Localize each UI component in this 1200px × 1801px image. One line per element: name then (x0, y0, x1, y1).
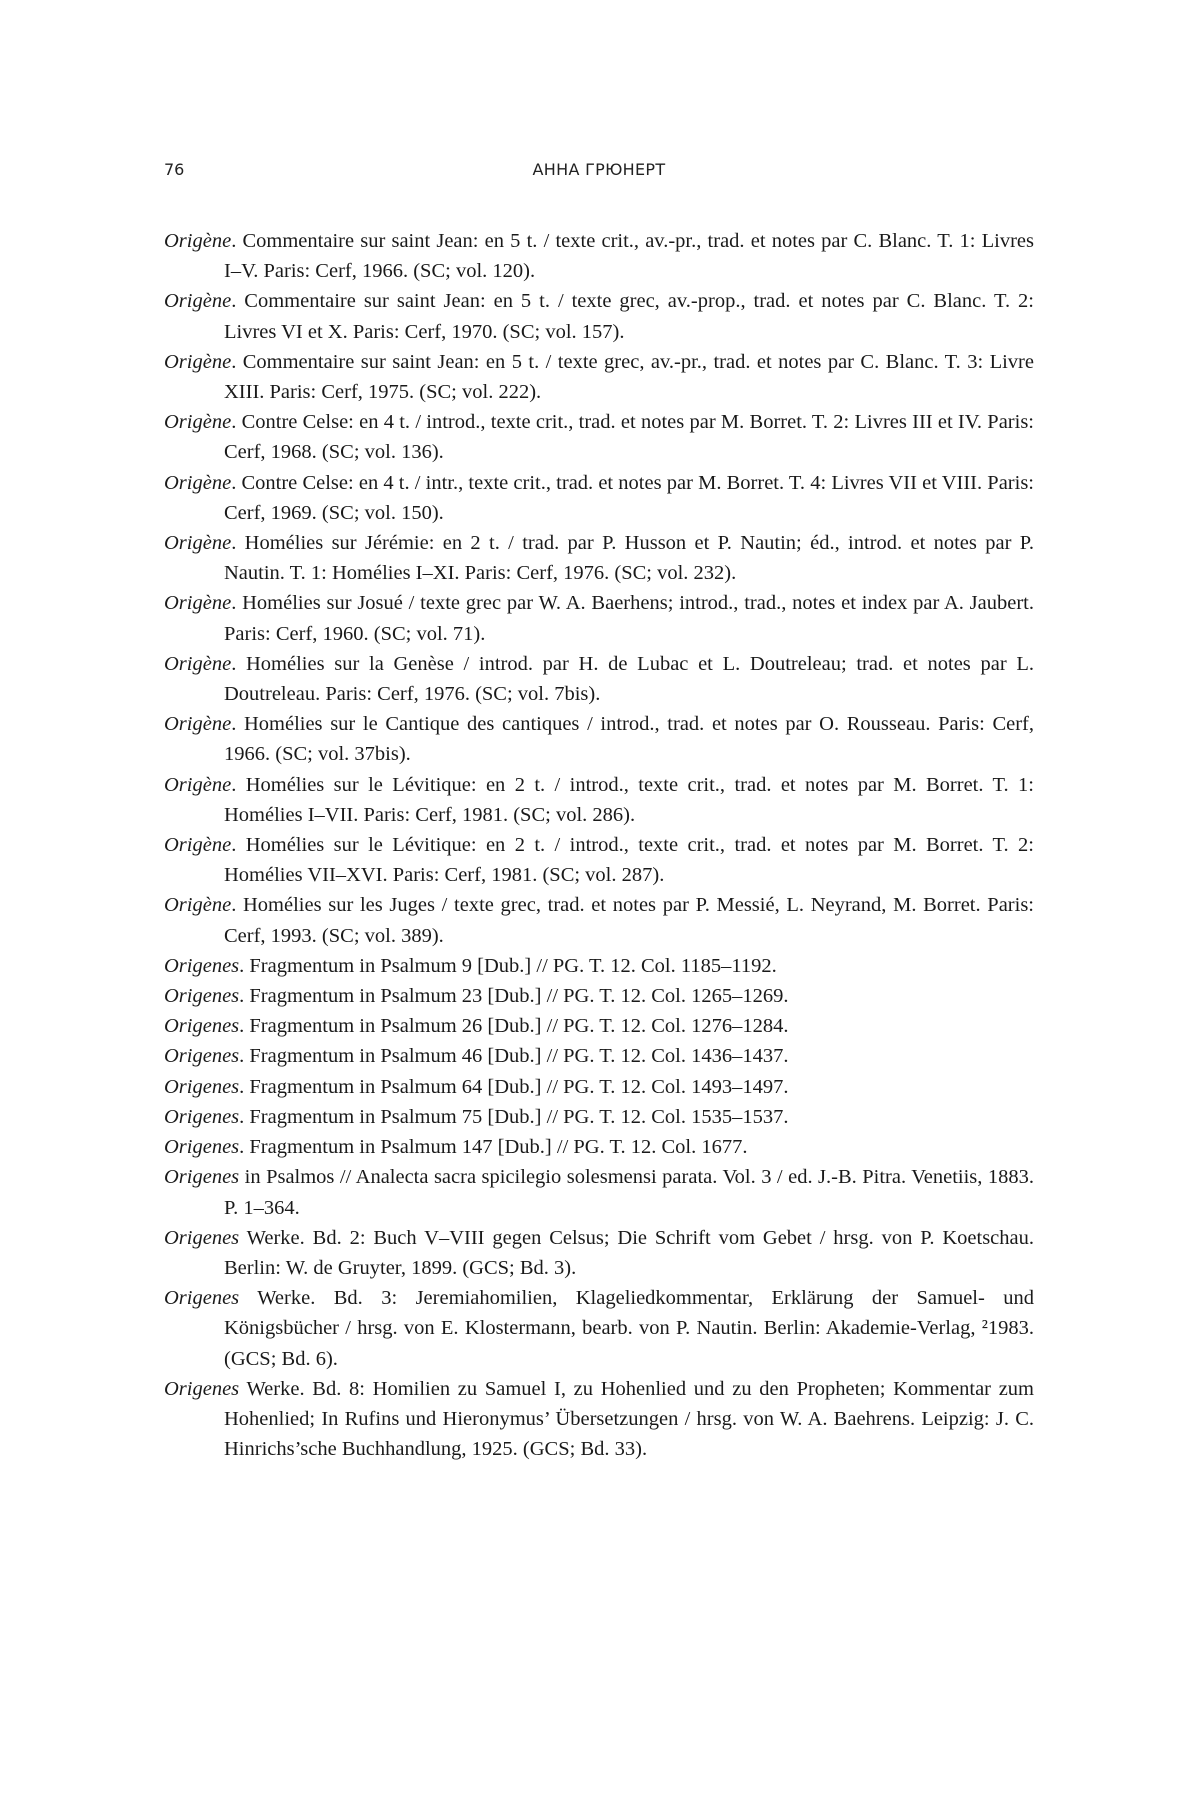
entry-text: . Homélies sur le Cantique des cantiques / introd., trad. et notes par O. Rousseau. Paris: Cerf, 1966. (SC; vol. 37bis). (224, 713, 1034, 766)
bibliography-entry (164, 770, 1034, 830)
entry-text: . Homélies sur Jérémie: en 2 t. / trad. par P. Husson et P. Nautin; éd., introd. et notes par P. Nautin. T. 1: Homélies I–XI. Paris: Cerf, 1976. (SC; vol. 232). (224, 532, 1034, 585)
bibliography-entry (164, 951, 1034, 981)
bibliography-entry (164, 1102, 1034, 1132)
entry-text: . Homélies sur les Juges / texte grec, trad. et notes par P. Messié, L. Neyrand, M. Borret. Paris: Cerf, 1993. (SC; vol. 389). (224, 894, 1034, 947)
entry-text: Werke. Bd. 3: Jeremiahomilien, Klageliedkommentar, Erklärung der Samuel- und Königsbücher / hrsg. von E. Klostermann, bearb. von P. Nautin. Berlin: Akademie-Verlag, ²1983. (GCS; Bd. 6). (224, 1287, 1034, 1370)
entry-text: . Fragmentum in Psalmum 9 [Dub.] // PG. T. 12. Col. 1185–1192. (239, 954, 777, 977)
entry-author: Origenes (164, 1377, 240, 1400)
bibliography-entry (164, 1041, 1034, 1071)
bibliography-entry (164, 1223, 1034, 1283)
bibliography-entry (164, 890, 1034, 950)
entry-text: . Commentaire sur saint Jean: en 5 t. / texte grec, av.-prop., trad. et notes par C. Blanc. T. 2: Livres VI et X. Paris: Cerf, 1970. (SC; vol. 157). (224, 290, 1034, 343)
entry-text: . Contre Celse: en 4 t. / introd., texte crit., trad. et notes par M. Borret. T. 2: Livres III et IV. Paris: Cerf, 1968. (SC; vol. 136). (224, 411, 1034, 464)
bibliography-entry (164, 1162, 1034, 1222)
bibliography-entry (164, 1374, 1034, 1465)
bibliography-entry (164, 1072, 1034, 1102)
bibliography-entry (164, 830, 1034, 890)
bibliography-entry (164, 468, 1034, 528)
entry-text: . Homélies sur la Genèse / introd. par H. de Lubac et L. Doutreleau; trad. et notes par L. Doutreleau. Paris: Cerf, 1976. (SC; vol. 7bis). (224, 652, 1034, 706)
entry-author: Origenes (164, 1287, 240, 1310)
bibliography-entry (164, 649, 1034, 709)
bibliography-list (164, 226, 1034, 1464)
running-head: АННА ГРЮНЕРТ (532, 160, 666, 179)
entry-author: Origène (164, 834, 232, 857)
entry-text: Werke. Bd. 8: Homilien zu Samuel I, zu Hohenlied und zu den Propheten; Kommentar zum Hohenlied; In Rufins und Hieronymus’ Übersetzungen / hrsg. von W. A. Baehrens. Leipzig: J. C. Hinrichs’sche Buchhandlung, 1925. (GCS; Bd. 33). (224, 1377, 1034, 1461)
entry-text: . Homélies sur le Lévitique: en 2 t. / introd., texte crit., trad. et notes par M. Borret. T. 2: Homélies VII–XVI. Paris: Cerf, 1981. (SC; vol. 287). (224, 834, 1034, 887)
bibliography-entry (164, 528, 1034, 588)
bibliography-entry (164, 1011, 1034, 1041)
entry-text: in Psalmos // Analecta sacra spicilegio solesmensi parata. Vol. 3 / ed. J.-B. Pitra. Venetiis, 1883. P. 1–364. (224, 1166, 1034, 1219)
entry-text: . Fragmentum in Psalmum 46 [Dub.] // PG. T. 12. Col. 1436–1437. (239, 1045, 789, 1068)
bibliography-entry (164, 226, 1034, 286)
entry-text: . Homélies sur Josué / texte grec par W. A. Baerhens; introd., trad., notes et index par A. Jaubert. Paris: Cerf, 1960. (SC; vol. 71). (224, 592, 1034, 645)
entry-author: Origène (164, 652, 232, 675)
entry-text: . Fragmentum in Psalmum 75 [Dub.] // PG. T. 12. Col. 1535–1537. (239, 1105, 789, 1128)
entry-author: Origène (164, 713, 232, 736)
bibliography-entry (164, 286, 1034, 346)
entry-author: Origène (164, 894, 232, 917)
entry-author: Origène (164, 773, 232, 796)
bibliography-entry (164, 1132, 1034, 1162)
entry-author: Origène (164, 471, 232, 494)
entry-author: Origène (164, 592, 232, 615)
page-header (164, 160, 1034, 184)
entry-author: Origenes (164, 985, 240, 1008)
bibliography-entry (164, 588, 1034, 648)
entry-author: Origène (164, 350, 232, 373)
entry-author: Origenes (164, 1166, 240, 1189)
entry-text: . Homélies sur le Lévitique: en 2 t. / introd., texte crit., trad. et notes par M. Borret. T. 1: Homélies I–VII. Paris: Cerf, 1981. (SC; vol. 286). (224, 773, 1034, 826)
entry-text: . Contre Celse: en 4 t. / intr., texte crit., trad. et notes par M. Borret. T. 4: Livres VII et VIII. Paris: Cerf, 1969. (SC; vol. 150). (224, 471, 1034, 524)
entry-author: Origène (164, 290, 232, 313)
bibliography-entry (164, 347, 1034, 407)
entry-text: . Fragmentum in Psalmum 147 [Dub.] // PG. T. 12. Col. 1677. (239, 1136, 748, 1159)
entry-author: Origène (164, 230, 232, 252)
entry-author: Origenes (164, 1045, 240, 1068)
entry-author: Origenes (164, 1136, 240, 1159)
entry-text: . Commentaire sur saint Jean: en 5 t. / texte crit., av.-pr., trad. et notes par C. Blanc. T. 1: Livres I–V. Paris: Cerf, 1966. (SC; vol. 120). (224, 230, 1034, 283)
bibliography-entry (164, 1283, 1034, 1374)
entry-author: Origène (164, 532, 232, 555)
entry-author: Origenes (164, 1226, 240, 1249)
entry-author: Origenes (164, 954, 240, 977)
entry-text: . Fragmentum in Psalmum 64 [Dub.] // PG. T. 12. Col. 1493–1497. (239, 1075, 789, 1098)
entry-author: Origenes (164, 1015, 240, 1038)
entry-author: Origenes (164, 1075, 240, 1098)
bibliography-entry (164, 407, 1034, 467)
bibliography-entry (164, 981, 1034, 1011)
bibliography-entry (164, 709, 1034, 769)
entry-author: Origène (164, 411, 232, 434)
entry-text: . Commentaire sur saint Jean: en 5 t. / texte grec, av.-pr., trad. et notes par C. Blanc. T. 3: Livre XIII. Paris: Cerf, 1975. (SC; vol. 222). (224, 350, 1034, 404)
entry-text: Werke. Bd. 2: Buch V–VIII gegen Celsus; Die Schrift vom Gebet / hrsg. von P. Koetschau. Berlin: W. de Gruyter, 1899. (GCS; Bd. 3). (224, 1226, 1034, 1279)
entry-text: . Fragmentum in Psalmum 23 [Dub.] // PG. T. 12. Col. 1265–1269. (239, 985, 789, 1008)
page-number: 76 (164, 160, 185, 179)
entry-author: Origenes (164, 1105, 240, 1128)
entry-text: . Fragmentum in Psalmum 26 [Dub.] // PG. T. 12. Col. 1276–1284. (239, 1015, 789, 1038)
